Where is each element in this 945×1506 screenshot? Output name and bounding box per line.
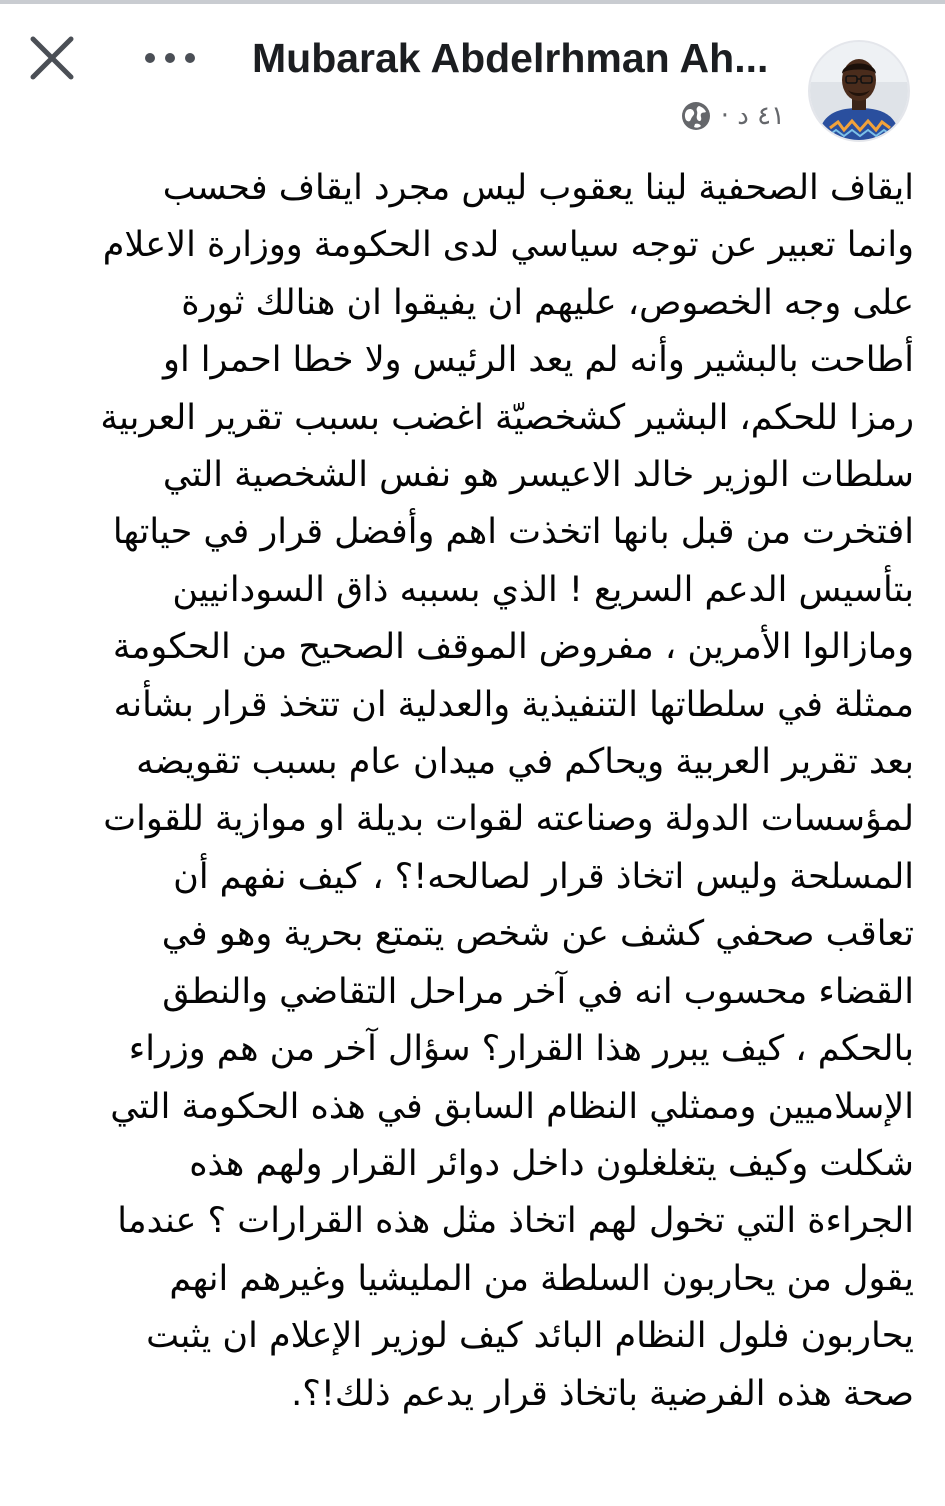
post-text-line: ممثلة في سلطاتها التنفيذية والعدلية ان تتخذ قرار بشأنه [113, 684, 914, 725]
post-text-line: ومازالوا الأمرين ، مفروض الموقف الصحيح من الحكومة [112, 627, 914, 668]
post-text-line: الجراءة التي تخول لهم اتخاذ مثل هذه القرارات ؟ عندما [117, 1201, 914, 1242]
post-text-line: لمؤسسات الدولة وصناعته لقوات بديلة او موازية للقوات [103, 799, 914, 840]
post-text-line: رمزا للحكم، البشير كشخصيّة اغضب بسبب تقرير العربية [100, 397, 914, 438]
post-timestamp[interactable]: ٤١ د · [720, 101, 785, 131]
post-text-line: سلطات الوزير خالد الاعيسر هو نفس الشخصية التي [162, 455, 914, 496]
post-text-line: بتأسيس الدعم السريع ! الذي بسببه ذاق السودانيين [172, 569, 914, 610]
post-text-line: أطاحت بالبشير وأنه لم يعد الرئيس ولا خطا احمرا او [163, 340, 914, 381]
post-text-line: المسلحة وليس اتخاذ قرار لصالحه!؟ ، كيف نفهم أن [173, 856, 914, 897]
top-divider [0, 0, 945, 4]
globe-icon [681, 101, 711, 131]
post-text-line: ايقاف الصحفية لينا يعقوب ليس مجرد ايقاف فحسب [162, 168, 914, 208]
avatar[interactable] [808, 40, 910, 142]
close-button[interactable] [22, 28, 82, 88]
more-options-icon [144, 52, 196, 64]
post-text-line: يحاربون فلول النظام البائد كيف لوزير الإعلام ان يثبت [146, 1316, 914, 1357]
post-text-line: وانما تعبير عن توجه سياسي لدى الحكومة ووزارة الاعلام [102, 225, 914, 266]
post-text-line: بعد تقرير العربية ويحاكم في ميدان عام بسبب تقويضه [136, 742, 914, 783]
post-text-line: شكلت وكيف يتغلغلون داخل دوائر القرار ولهم هذه [189, 1143, 914, 1184]
post-meta [681, 96, 785, 136]
post-text-line: على وجه الخصوص، عليهم ان يفيقوا ان هنالك ثورة [181, 282, 914, 323]
close-icon [29, 35, 75, 81]
post-text-line: الإسلاميين وممثلي النظام السابق في هذه الحكومة التي [110, 1086, 914, 1127]
post-body [30, 160, 914, 1423]
more-options-button[interactable] [138, 34, 202, 82]
post-text-line: صحة هذه الفرضية باتخاذ قرار يدعم ذلك!؟. [291, 1373, 914, 1414]
post-text-line: القضاء محسوب انه في آخر مراحل التقاضي والنطق [162, 971, 914, 1012]
post-text-line: يقول من يحاربون السلطة من المليشيا وغيرهم انهم [169, 1258, 914, 1299]
author-name[interactable]: Mubarak Abdelrhman Ah... [252, 35, 769, 81]
post-text-line: بالحكم ، كيف يبرر هذا القرار؟ سؤال آخر من هم وزراء [128, 1029, 914, 1070]
post-text-line: تعاقب صحفي كشف عن شخص يتمتع بحرية وهو في [161, 914, 914, 955]
post-text-line: افتخرت من قبل بانها اتخذت اهم وأفضل قرار في حياتها [112, 512, 914, 553]
